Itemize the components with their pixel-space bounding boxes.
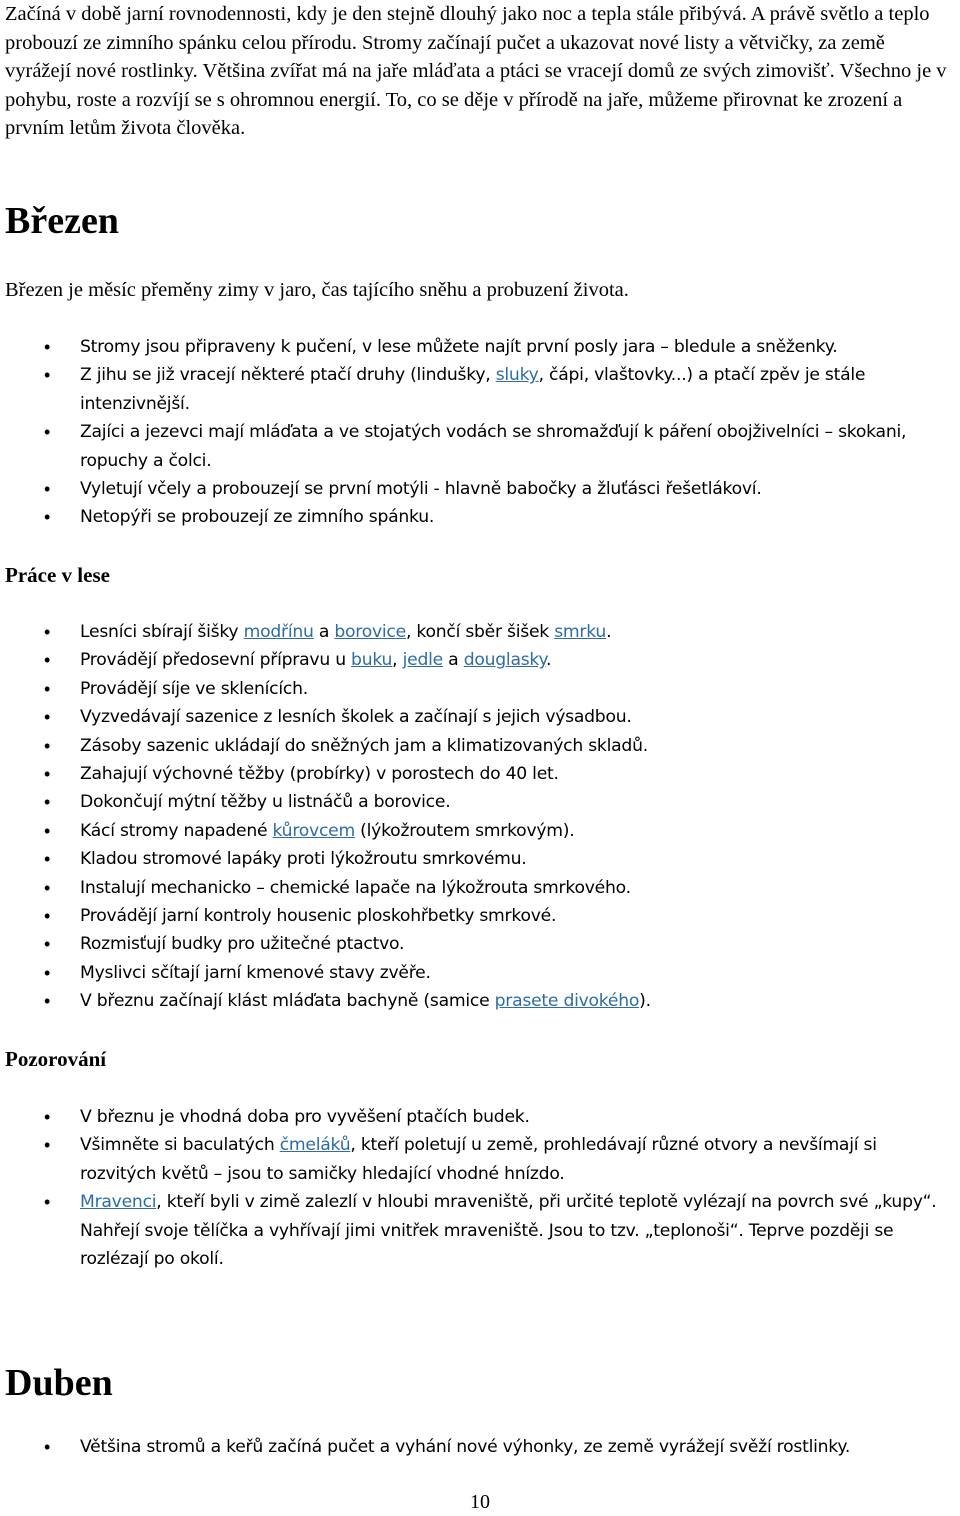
list-item xyxy=(0,475,960,503)
inline-link[interactable]: sluky xyxy=(495,365,539,386)
bullet-icon: • xyxy=(44,422,51,443)
list-item xyxy=(0,703,960,731)
bullet-icon: • xyxy=(44,479,51,500)
list-item xyxy=(0,760,960,788)
list-item xyxy=(0,902,960,930)
list-item xyxy=(0,1131,960,1188)
list-item-text: , končí sběr šišek xyxy=(405,622,555,642)
list-item-text: Myslivci sčítají jarní kmenové stavy zvěře. xyxy=(80,962,431,983)
list-item-text: Vyletují včely a probouzejí se první motýli - hlavně babočky a žluťásci řešetlákoví. xyxy=(80,479,762,500)
page-number: 10 xyxy=(470,1491,490,1513)
list-item xyxy=(0,845,960,873)
inline-link[interactable]: modřínu xyxy=(243,622,314,642)
bullet-icon: • xyxy=(44,678,51,699)
brezen-list xyxy=(0,333,960,532)
bullet-icon: • xyxy=(44,906,51,927)
list-item-text: Z jihu se již vracejí některé ptačí druhy (lindušky, xyxy=(80,365,496,386)
bullet-icon: • xyxy=(44,820,51,841)
list-item-text: ). xyxy=(639,991,651,1012)
heading-prace-v-lese: Práce v lese xyxy=(5,563,110,587)
inline-link[interactable]: jedle xyxy=(402,650,443,671)
duben-list xyxy=(0,1433,960,1461)
bullet-icon: • xyxy=(44,1135,51,1156)
bullet-icon: • xyxy=(44,1192,51,1213)
inline-link[interactable]: kůrovcem xyxy=(272,820,355,841)
intro-paragraph: Začíná v době jarní rovnodennosti, kdy je den stejně dlouhý jako noc a tepla stále přibývá. A právě světlo a teplo probouzí ze zimního spánku celou přírodu. Stromy začínají pučet a ukazovat nové listy a větvičky, za země vyrážejí nové rostlinky. Většina zvířat má na jaře mláďata a ptáci se vracejí domů ze svých zimovišť. Všechno je v pohybu, roste a rozvíjí se s ohromnou energií. To, co se děje v přírodě na jaře, můžeme přirovnat ke zrození a prvním letům života člověka. xyxy=(5,3,947,139)
list-item xyxy=(0,987,960,1015)
bullet-icon: • xyxy=(44,507,51,528)
list-item xyxy=(0,959,960,987)
list-item xyxy=(0,732,960,760)
bullet-icon: • xyxy=(44,764,51,785)
brezen-lead-paragraph: Březen je měsíc přeměny zimy v jaro, čas tajícího sněhu a probuzení života. xyxy=(5,279,629,301)
bullet-icon: • xyxy=(44,735,51,756)
list-item-text: , čápi, vlaštovky...) a ptačí zpěv je stále intenzivnější. xyxy=(80,365,866,414)
pozorovani-list xyxy=(0,1103,960,1273)
list-item xyxy=(0,503,960,531)
list-item-text: Všimněte si baculatých xyxy=(80,1135,280,1156)
inline-link[interactable]: smrku xyxy=(554,622,607,642)
bullet-icon: • xyxy=(44,622,51,642)
list-item-text: Zásoby sazenic ukládají do sněžných jam a klimatizovaných skladů. xyxy=(80,735,648,756)
list-item-text: Zahajují výchovné těžby (probírky) v porostech do 40 let. xyxy=(80,764,559,785)
list-item-text: Kácí stromy napadené xyxy=(80,820,273,841)
list-item-text: Dokončují mýtní těžby u listnáčů a borovice. xyxy=(80,792,451,813)
inline-link[interactable]: prasete divokého xyxy=(494,991,640,1012)
list-item xyxy=(0,675,960,703)
list-item-text: Vyzvedávají sazenice z lesních školek a začínají s jejich výsadbou. xyxy=(80,707,632,728)
list-item-text: . xyxy=(606,622,612,642)
list-item-text: Lesníci sbírají šišky xyxy=(80,622,244,642)
list-item-text: Kladou stromové lapáky proti lýkožroutu smrkovému. xyxy=(80,849,527,870)
list-item-text: , xyxy=(392,650,403,671)
list-item xyxy=(0,333,960,361)
list-item xyxy=(0,1433,960,1461)
bullet-icon: • xyxy=(44,1107,51,1127)
list-item xyxy=(0,930,960,958)
bullet-icon: • xyxy=(44,792,51,813)
list-item-text: Provádějí síje ve sklenících. xyxy=(80,678,308,699)
list-item-text: V březnu je vhodná doba pro vyvěšení ptačích budek. xyxy=(80,1107,530,1127)
list-item xyxy=(0,361,960,418)
list-item-text: Provádějí jarní kontroly housenic ploskohřbetky smrkové. xyxy=(80,906,557,927)
inline-link[interactable]: borovice xyxy=(334,622,406,642)
list-item xyxy=(0,1188,960,1273)
inline-link[interactable]: čmeláků xyxy=(279,1135,351,1156)
bullet-icon: • xyxy=(44,849,51,870)
inline-link[interactable]: douglasky xyxy=(463,650,546,671)
list-item-text: Rozmisťují budky pro užitečné ptactvo. xyxy=(80,934,405,955)
heading-pozorovani: Pozorování xyxy=(5,1047,107,1071)
inline-link[interactable]: Mravenci xyxy=(80,1192,157,1213)
list-item-text: , kteří poletují u země, prohledávají různé otvory a nevšímají si rozvitých květů – jsou to samičky hledající vhodné hnízdo. xyxy=(80,1135,877,1184)
bullet-icon: • xyxy=(44,650,51,671)
list-item-text: a xyxy=(313,622,335,642)
heading-duben: Duben xyxy=(5,1362,113,1404)
list-item xyxy=(0,418,960,475)
list-item-text: a xyxy=(442,650,464,671)
prace-list xyxy=(0,618,960,1016)
bullet-icon: • xyxy=(44,991,51,1012)
list-item-text: V březnu začínají klást mláďata bachyně (samice xyxy=(80,991,495,1012)
list-item xyxy=(0,618,960,646)
list-item xyxy=(0,788,960,816)
bullet-icon: • xyxy=(44,934,51,955)
heading-brezen: Březen xyxy=(5,200,119,242)
list-item-text: Zajíci a jezevci mají mláďata a ve stojatých vodách se shromažďují k páření obojživelníci – skokani, ropuchy a čolci. xyxy=(80,422,907,471)
bullet-icon: • xyxy=(44,877,51,898)
inline-link[interactable]: buku xyxy=(351,650,393,671)
bullet-icon: • xyxy=(44,707,51,728)
list-item-text: (lýkožroutem smrkovým). xyxy=(354,820,575,841)
bullet-icon: • xyxy=(44,365,51,386)
list-item-text: Instalují mechanicko – chemické lapače na lýkožrouta smrkového. xyxy=(80,877,631,898)
list-item-text: Netopýři se probouzejí ze zimního spánku. xyxy=(80,507,435,528)
bullet-icon: • xyxy=(44,1437,51,1457)
list-item-text: . xyxy=(546,650,552,671)
list-item xyxy=(0,874,960,902)
list-item-text: Většina stromů a keřů začíná pučet a vyhání nové výhonky, ze země vyrážejí svěží rostlinky. xyxy=(80,1437,851,1457)
bullet-icon: • xyxy=(44,337,51,357)
list-item-text: Stromy jsou připraveny k pučení, v lese můžete najít první posly jara – bledule a sněženky. xyxy=(80,337,838,357)
list-item-text: , kteří byli v zimě zalezlí v hloubi mraveniště, při určité teplotě vylézají na povrch své „kupy“. Nahřejí svoje tělíčka a vyhřívají jimi vnitřek mraveniště. Jsou to tzv. „teplonoši“. Teprve později se rozlézají po okolí. xyxy=(80,1192,937,1270)
list-item-text: Provádějí předosevní přípravu u xyxy=(80,650,352,671)
list-item xyxy=(0,817,960,845)
bullet-icon: • xyxy=(44,962,51,983)
list-item xyxy=(0,646,960,674)
list-item xyxy=(0,1103,960,1131)
